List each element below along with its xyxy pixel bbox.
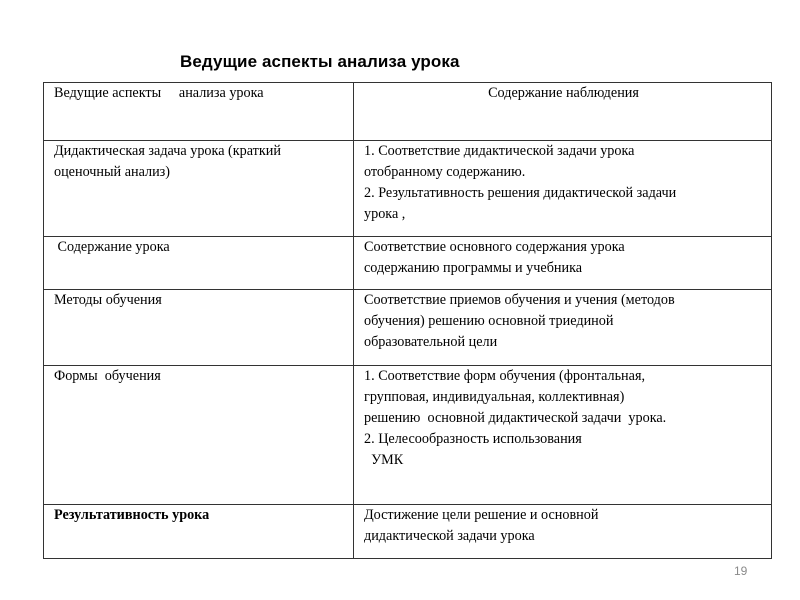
content-line: Соответствие приемов обучения и учения (методов (364, 292, 675, 308)
content-line: 1. Соответствие форм обучения (фронтальная, (364, 368, 646, 384)
aspect-cell (44, 290, 354, 366)
aspect-cell (44, 141, 354, 237)
content-line: 2. Результативность решения дидактической задачи (364, 185, 677, 201)
analysis-table (43, 82, 772, 559)
table-row (44, 505, 772, 559)
content-line: дидактической задачи урока (364, 528, 535, 544)
aspect-line: Дидактическая задача урока (краткий (54, 143, 281, 159)
table-row (44, 290, 772, 366)
header-cell-content (354, 83, 772, 141)
aspect-line: оценочный анализ) (54, 164, 171, 180)
aspect-line: Формы обучения (54, 368, 161, 384)
content-line: групповая, индивидуальная, коллективная) (364, 389, 625, 405)
content-line: отобранному содержанию. (364, 164, 526, 180)
table-row (44, 366, 772, 505)
header-content-label: Содержание наблюдения (488, 85, 639, 101)
table-row (44, 237, 772, 290)
content-cell (354, 237, 772, 290)
content-line: 1. Соответствие дидактической задачи урока (364, 143, 635, 159)
content-line: Соответствие основного содержания урока (364, 239, 625, 255)
content-line: урока , (364, 206, 406, 222)
content-line: содержанию программы и учебника (364, 260, 583, 276)
content-cell (354, 141, 772, 237)
content-cell (354, 505, 772, 559)
content-line: Достижение цели решение и основной (364, 507, 599, 523)
content-cell (354, 290, 772, 366)
page-title: Ведущие аспекты анализа урока (180, 52, 460, 71)
aspect-cell (44, 505, 354, 559)
content-line: образовательной цели (364, 334, 498, 350)
table-header-row (44, 83, 772, 141)
content-line: 2. Целесообразность использования (364, 431, 582, 447)
content-line: решению основной дидактической задачи урока. (364, 410, 667, 426)
aspect-cell (44, 366, 354, 505)
page-number: 19 (734, 564, 748, 578)
aspect-line: Содержание урока (54, 239, 170, 255)
content-line: УМК (364, 452, 404, 468)
header-cell-aspects (44, 83, 354, 141)
aspect-line: Методы обучения (54, 292, 162, 308)
aspect-cell (44, 237, 354, 290)
content-line: обучения) решению основной триединой (364, 313, 614, 329)
table-row (44, 141, 772, 237)
header-aspects-label: Ведущие аспекты анализа урока (54, 85, 264, 101)
aspect-line: Результативность урока (54, 507, 210, 523)
content-cell (354, 366, 772, 505)
